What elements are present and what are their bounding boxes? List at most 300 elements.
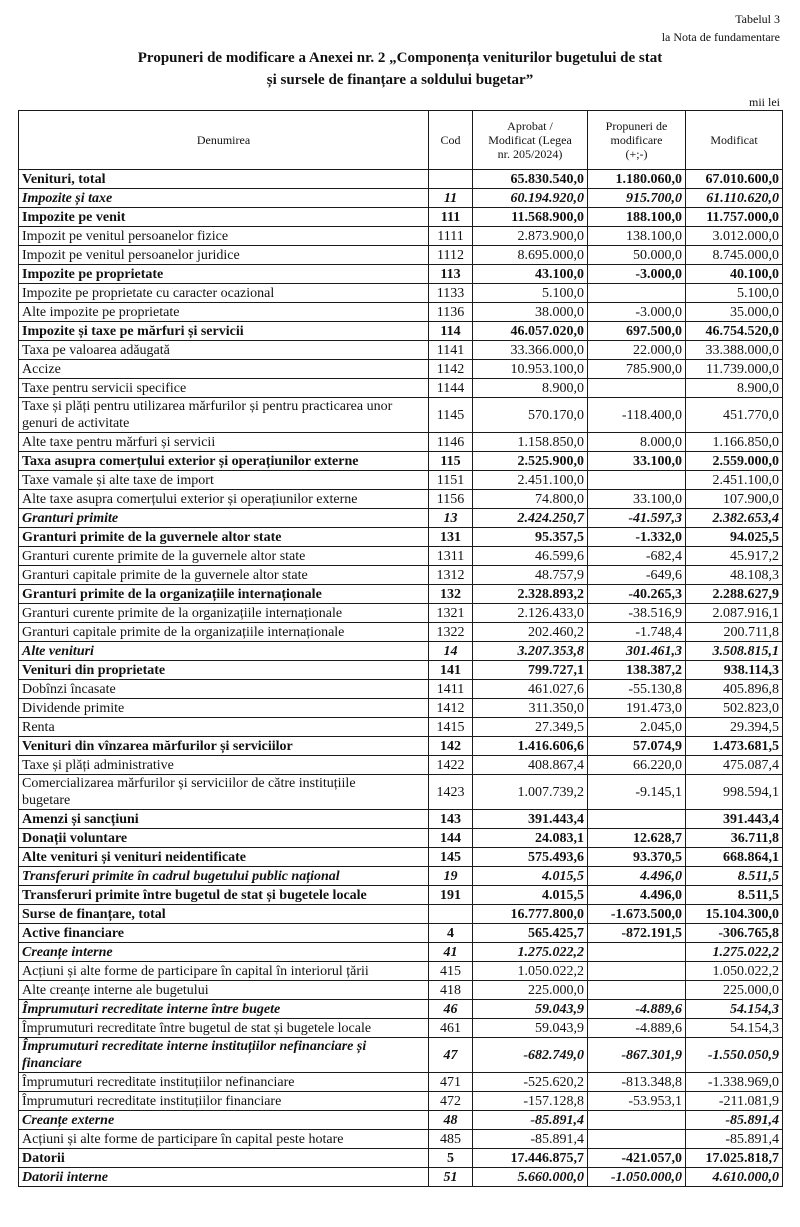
cell-approved: 311.350,0 xyxy=(473,699,588,718)
cell-proposed: -1.050.000,0 xyxy=(588,1168,686,1187)
cell-denumirea: Acțiuni și alte forme de participare în capital în interiorul țării xyxy=(19,962,429,981)
cell-approved: 4.015,5 xyxy=(473,886,588,905)
cell-modified: 61.110.620,0 xyxy=(686,189,783,208)
cell-proposed: -682,4 xyxy=(588,547,686,566)
cell-modified: 8.745.000,0 xyxy=(686,246,783,265)
cell-approved: 8.695.000,0 xyxy=(473,246,588,265)
cell-cod: 114 xyxy=(429,322,473,341)
cell-approved: 4.015,5 xyxy=(473,867,588,886)
cell-cod: 113 xyxy=(429,265,473,284)
cell-cod: 1142 xyxy=(429,360,473,379)
cell-denumirea: Venituri din proprietate xyxy=(19,661,429,680)
cell-proposed: 188.100,0 xyxy=(588,208,686,227)
cell-proposed xyxy=(588,284,686,303)
cell-approved: 2.451.100,0 xyxy=(473,471,588,490)
cell-proposed: 22.000,0 xyxy=(588,341,686,360)
cell-cod: 1146 xyxy=(429,433,473,452)
cell-modified: -1.550.050,9 xyxy=(686,1038,783,1073)
cell-modified: -306.765,8 xyxy=(686,924,783,943)
cell-modified: 1.473.681,5 xyxy=(686,737,783,756)
table-row xyxy=(19,246,783,265)
cell-approved: 24.083,1 xyxy=(473,829,588,848)
note-reference: la Nota de fundamentare xyxy=(661,30,780,44)
cell-modified: 668.864,1 xyxy=(686,848,783,867)
table-row xyxy=(19,699,783,718)
table-row xyxy=(19,1168,783,1187)
cell-proposed: 2.045,0 xyxy=(588,718,686,737)
cell-approved: 461.027,6 xyxy=(473,680,588,699)
table-body xyxy=(19,170,783,1187)
cell-proposed: -3.000,0 xyxy=(588,303,686,322)
cell-modified: 2.451.100,0 xyxy=(686,471,783,490)
cell-cod: 1112 xyxy=(429,246,473,265)
cell-approved: 225.000,0 xyxy=(473,981,588,1000)
cell-modified: 29.394,5 xyxy=(686,718,783,737)
cell-modified: 2.288.627,9 xyxy=(686,585,783,604)
cell-approved: 5.100,0 xyxy=(473,284,588,303)
cell-proposed: -649,6 xyxy=(588,566,686,585)
cell-denumirea: Transferuri primite între bugetul de stat și bugetele locale xyxy=(19,886,429,905)
cell-modified: 54.154,3 xyxy=(686,1019,783,1038)
cell-denumirea: Împrumuturi recreditate între bugetul de stat și bugetele locale xyxy=(19,1019,429,1038)
table-row xyxy=(19,1038,783,1073)
cell-approved: -525.620,2 xyxy=(473,1073,588,1092)
cell-proposed: -1.673.500,0 xyxy=(588,905,686,924)
cell-modified: 502.823,0 xyxy=(686,699,783,718)
cell-denumirea: Împrumuturi recreditate instituțiilor financiare xyxy=(19,1092,429,1111)
cell-approved: 38.000,0 xyxy=(473,303,588,322)
title-line: Propuneri de modificare a Anexei nr. 2 „Componența veniturilor bugetului de stat xyxy=(137,50,663,66)
cell-modified: 998.594,1 xyxy=(686,775,783,810)
cell-modified: 2.087.916,1 xyxy=(686,604,783,623)
cell-modified: 8.511,5 xyxy=(686,886,783,905)
cell-approved: 17.446.875,7 xyxy=(473,1149,588,1168)
cell-cod: 46 xyxy=(429,1000,473,1019)
cell-modified: 11.739.000,0 xyxy=(686,360,783,379)
cell-approved: -85.891,4 xyxy=(473,1130,588,1149)
cell-denumirea: Granturi capitale primite de la organizațiile internaționale xyxy=(19,623,429,642)
cell-denumirea: Dobînzi încasate xyxy=(19,680,429,699)
cell-cod: 47 xyxy=(429,1038,473,1073)
cell-denumirea: Transferuri primite în cadrul bugetului public național xyxy=(19,867,429,886)
table-row xyxy=(19,848,783,867)
cell-denumirea: Accize xyxy=(19,360,429,379)
cell-proposed: 33.100,0 xyxy=(588,452,686,471)
table-row xyxy=(19,867,783,886)
header-proposed: Propuneri de modificare (+;-) xyxy=(588,111,686,170)
cell-cod: 5 xyxy=(429,1149,473,1168)
table-row xyxy=(19,322,783,341)
cell-proposed: -867.301,9 xyxy=(588,1038,686,1073)
cell-approved: 2.873.900,0 xyxy=(473,227,588,246)
cell-approved: 1.416.606,6 xyxy=(473,737,588,756)
cell-modified: 5.100,0 xyxy=(686,284,783,303)
unit-label: mii lei xyxy=(749,95,780,109)
cell-proposed: -41.597,3 xyxy=(588,509,686,528)
cell-cod: 1145 xyxy=(429,398,473,433)
cell-cod: 1415 xyxy=(429,718,473,737)
cell-approved: -157.128,8 xyxy=(473,1092,588,1111)
cell-modified: 1.275.022,2 xyxy=(686,943,783,962)
cell-cod: 143 xyxy=(429,810,473,829)
cell-cod: 11 xyxy=(429,189,473,208)
cell-cod: 1144 xyxy=(429,379,473,398)
cell-approved: 570.170,0 xyxy=(473,398,588,433)
table-row xyxy=(19,509,783,528)
header-modified: Modificat xyxy=(686,111,783,170)
cell-denumirea: Taxe pentru servicii specifice xyxy=(19,379,429,398)
table-row xyxy=(19,886,783,905)
cell-approved: 1.050.022,2 xyxy=(473,962,588,981)
table-row xyxy=(19,341,783,360)
cell-cod: 1111 xyxy=(429,227,473,246)
cell-proposed: 33.100,0 xyxy=(588,490,686,509)
table-row xyxy=(19,680,783,699)
cell-approved: 10.953.100,0 xyxy=(473,360,588,379)
cell-modified: 17.025.818,7 xyxy=(686,1149,783,1168)
cell-denumirea: Amenzi și sancțiuni xyxy=(19,810,429,829)
table-row xyxy=(19,433,783,452)
cell-cod: 144 xyxy=(429,829,473,848)
cell-denumirea: Granturi primite de la organizațiile internaționale xyxy=(19,585,429,604)
cell-proposed: -9.145,1 xyxy=(588,775,686,810)
cell-approved: 8.900,0 xyxy=(473,379,588,398)
cell-cod: 1312 xyxy=(429,566,473,585)
cell-cod: 13 xyxy=(429,509,473,528)
cell-denumirea: Granturi curente primite de la organizațiile internaționale xyxy=(19,604,429,623)
cell-approved: 11.568.900,0 xyxy=(473,208,588,227)
cell-proposed: 4.496,0 xyxy=(588,867,686,886)
cell-modified: 33.388.000,0 xyxy=(686,341,783,360)
table-row xyxy=(19,1111,783,1130)
header-row xyxy=(19,111,783,170)
cell-proposed: 66.220,0 xyxy=(588,756,686,775)
document-title xyxy=(0,47,800,91)
cell-cod: 141 xyxy=(429,661,473,680)
cell-approved: 43.100,0 xyxy=(473,265,588,284)
table-row xyxy=(19,398,783,433)
cell-approved: 799.727,1 xyxy=(473,661,588,680)
table-row xyxy=(19,924,783,943)
cell-cod: 191 xyxy=(429,886,473,905)
cell-cod: 41 xyxy=(429,943,473,962)
cell-modified: 3.508.815,1 xyxy=(686,642,783,661)
table-row xyxy=(19,1073,783,1092)
cell-denumirea: Impozite și taxe pe mărfuri și servicii xyxy=(19,322,429,341)
table-row xyxy=(19,1130,783,1149)
cell-approved: 1.158.850,0 xyxy=(473,433,588,452)
cell-approved: 48.757,9 xyxy=(473,566,588,585)
cell-cod: 485 xyxy=(429,1130,473,1149)
cell-approved: 408.867,4 xyxy=(473,756,588,775)
cell-denumirea: Alte venituri și venituri neidentificate xyxy=(19,848,429,867)
cell-proposed: -421.057,0 xyxy=(588,1149,686,1168)
cell-cod: 14 xyxy=(429,642,473,661)
cell-proposed: 138.387,2 xyxy=(588,661,686,680)
cell-modified: 15.104.300,0 xyxy=(686,905,783,924)
table-row xyxy=(19,208,783,227)
cell-modified: 3.012.000,0 xyxy=(686,227,783,246)
cell-approved: 2.126.433,0 xyxy=(473,604,588,623)
cell-cod: 19 xyxy=(429,867,473,886)
table-row xyxy=(19,1092,783,1111)
cell-denumirea: Împrumuturi recreditate instituțiilor nefinanciare xyxy=(19,1073,429,1092)
cell-approved: 46.599,6 xyxy=(473,547,588,566)
cell-denumirea: Granturi primite xyxy=(19,509,429,528)
cell-proposed xyxy=(588,962,686,981)
cell-modified: 40.100,0 xyxy=(686,265,783,284)
cell-denumirea: Taxe și plăți administrative xyxy=(19,756,429,775)
cell-approved: 27.349,5 xyxy=(473,718,588,737)
table-row xyxy=(19,490,783,509)
cell-approved: 2.525.900,0 xyxy=(473,452,588,471)
cell-denumirea: Creanțe externe xyxy=(19,1111,429,1130)
cell-cod: 1321 xyxy=(429,604,473,623)
cell-modified: -211.081,9 xyxy=(686,1092,783,1111)
table-row xyxy=(19,303,783,322)
cell-modified: 8.511,5 xyxy=(686,867,783,886)
cell-cod: 131 xyxy=(429,528,473,547)
table-row xyxy=(19,775,783,810)
cell-denumirea: Venituri din vînzarea mărfurilor și serviciilor xyxy=(19,737,429,756)
cell-denumirea: Comercializarea mărfurilor și serviciilor de către instituțiile bugetare xyxy=(19,775,429,810)
header-denumirea: Denumirea xyxy=(19,111,429,170)
cell-modified: 35.000,0 xyxy=(686,303,783,322)
cell-proposed: -1.332,0 xyxy=(588,528,686,547)
cell-proposed: 50.000,0 xyxy=(588,246,686,265)
cell-proposed: -38.516,9 xyxy=(588,604,686,623)
cell-modified: 1.050.022,2 xyxy=(686,962,783,981)
cell-proposed xyxy=(588,471,686,490)
cell-approved: 95.357,5 xyxy=(473,528,588,547)
cell-modified: 200.711,8 xyxy=(686,623,783,642)
cell-proposed xyxy=(588,379,686,398)
cell-proposed: -4.889,6 xyxy=(588,1000,686,1019)
cell-denumirea: Impozite și taxe xyxy=(19,189,429,208)
cell-denumirea: Alte venituri xyxy=(19,642,429,661)
cell-denumirea: Împrumuturi recreditate interne instituțiilor nefinanciare și financiare xyxy=(19,1038,429,1073)
cell-proposed: 4.496,0 xyxy=(588,886,686,905)
cell-proposed: -53.953,1 xyxy=(588,1092,686,1111)
table-row xyxy=(19,379,783,398)
table-row xyxy=(19,284,783,303)
cell-modified: -85.891,4 xyxy=(686,1111,783,1130)
cell-approved: 565.425,7 xyxy=(473,924,588,943)
table-row xyxy=(19,1149,783,1168)
table-row xyxy=(19,623,783,642)
cell-modified: 4.610.000,0 xyxy=(686,1168,783,1187)
cell-modified: -85.891,4 xyxy=(686,1130,783,1149)
cell-cod: 51 xyxy=(429,1168,473,1187)
cell-approved: -85.891,4 xyxy=(473,1111,588,1130)
cell-proposed: -1.748,4 xyxy=(588,623,686,642)
cell-cod: 1311 xyxy=(429,547,473,566)
table-reference-note xyxy=(662,10,780,46)
cell-cod: 461 xyxy=(429,1019,473,1038)
cell-denumirea: Impozite pe venit xyxy=(19,208,429,227)
cell-denumirea: Impozit pe venitul persoanelor juridice xyxy=(19,246,429,265)
cell-modified: 11.757.000,0 xyxy=(686,208,783,227)
cell-modified: 67.010.600,0 xyxy=(686,170,783,189)
cell-denumirea: Granturi curente primite de la guvernele altor state xyxy=(19,547,429,566)
table-row xyxy=(19,642,783,661)
cell-modified: 107.900,0 xyxy=(686,490,783,509)
cell-cod xyxy=(429,905,473,924)
cell-proposed: -118.400,0 xyxy=(588,398,686,433)
cell-denumirea: Datorii interne xyxy=(19,1168,429,1187)
cell-approved: 59.043,9 xyxy=(473,1000,588,1019)
cell-proposed: -40.265,3 xyxy=(588,585,686,604)
cell-approved: 16.777.800,0 xyxy=(473,905,588,924)
table-row xyxy=(19,170,783,189)
cell-modified: 2.559.000,0 xyxy=(686,452,783,471)
cell-cod: 111 xyxy=(429,208,473,227)
cell-cod: 115 xyxy=(429,452,473,471)
cell-proposed: -872.191,5 xyxy=(588,924,686,943)
cell-modified: 475.087,4 xyxy=(686,756,783,775)
cell-cod: 1412 xyxy=(429,699,473,718)
cell-cod: 1423 xyxy=(429,775,473,810)
table-row xyxy=(19,585,783,604)
cell-denumirea: Impozite pe proprietate xyxy=(19,265,429,284)
cell-approved: 391.443,4 xyxy=(473,810,588,829)
cell-proposed: -4.889,6 xyxy=(588,1019,686,1038)
cell-proposed: -3.000,0 xyxy=(588,265,686,284)
table-row xyxy=(19,737,783,756)
cell-cod: 1151 xyxy=(429,471,473,490)
budget-table xyxy=(18,110,783,1187)
table-row xyxy=(19,829,783,848)
cell-denumirea: Alte taxe pentru mărfuri și servicii xyxy=(19,433,429,452)
cell-denumirea: Împrumuturi recreditate interne între bugete xyxy=(19,1000,429,1019)
table-row xyxy=(19,265,783,284)
table-row xyxy=(19,661,783,680)
cell-proposed: 785.900,0 xyxy=(588,360,686,379)
cell-cod: 1133 xyxy=(429,284,473,303)
cell-denumirea: Acțiuni și alte forme de participare în capital peste hotare xyxy=(19,1130,429,1149)
table-row xyxy=(19,962,783,981)
cell-denumirea: Surse de finanțare, total xyxy=(19,905,429,924)
cell-cod: 145 xyxy=(429,848,473,867)
cell-denumirea: Active financiare xyxy=(19,924,429,943)
cell-modified: 1.166.850,0 xyxy=(686,433,783,452)
table-row xyxy=(19,452,783,471)
cell-cod: 142 xyxy=(429,737,473,756)
cell-denumirea: Venituri, total xyxy=(19,170,429,189)
cell-denumirea: Granturi capitale primite de la guvernele altor state xyxy=(19,566,429,585)
cell-cod: 1156 xyxy=(429,490,473,509)
title-line: și sursele de finanțare a soldului bugetar” xyxy=(266,72,534,88)
cell-cod: 1141 xyxy=(429,341,473,360)
table-header xyxy=(19,111,783,170)
cell-modified: 225.000,0 xyxy=(686,981,783,1000)
cell-proposed: 93.370,5 xyxy=(588,848,686,867)
cell-denumirea: Impozite pe proprietate cu caracter ocazional xyxy=(19,284,429,303)
table-row xyxy=(19,360,783,379)
cell-cod: 4 xyxy=(429,924,473,943)
cell-denumirea: Granturi primite de la guvernele altor state xyxy=(19,528,429,547)
cell-proposed xyxy=(588,1111,686,1130)
cell-modified: 391.443,4 xyxy=(686,810,783,829)
cell-approved: 3.207.353,8 xyxy=(473,642,588,661)
cell-approved: 1.007.739,2 xyxy=(473,775,588,810)
cell-denumirea: Donații voluntare xyxy=(19,829,429,848)
cell-approved: 60.194.920,0 xyxy=(473,189,588,208)
cell-denumirea: Dividende primite xyxy=(19,699,429,718)
header-approved: Aprobat / Modificat (Legea nr. 205/2024) xyxy=(473,111,588,170)
cell-approved: 46.057.020,0 xyxy=(473,322,588,341)
cell-modified: 8.900,0 xyxy=(686,379,783,398)
cell-cod: 418 xyxy=(429,981,473,1000)
cell-cod: 471 xyxy=(429,1073,473,1092)
table-row xyxy=(19,604,783,623)
cell-proposed xyxy=(588,1130,686,1149)
cell-approved: 2.328.893,2 xyxy=(473,585,588,604)
cell-approved: 74.800,0 xyxy=(473,490,588,509)
cell-proposed: 138.100,0 xyxy=(588,227,686,246)
table-row xyxy=(19,471,783,490)
table-row xyxy=(19,528,783,547)
cell-proposed: 697.500,0 xyxy=(588,322,686,341)
cell-proposed: 915.700,0 xyxy=(588,189,686,208)
cell-proposed xyxy=(588,981,686,1000)
cell-denumirea: Creanțe interne xyxy=(19,943,429,962)
table-row xyxy=(19,943,783,962)
table-row xyxy=(19,981,783,1000)
cell-modified: 938.114,3 xyxy=(686,661,783,680)
cell-cod: 415 xyxy=(429,962,473,981)
cell-modified: 48.108,3 xyxy=(686,566,783,585)
table-row xyxy=(19,810,783,829)
cell-approved: 5.660.000,0 xyxy=(473,1168,588,1187)
table-row xyxy=(19,1019,783,1038)
cell-proposed: 57.074,9 xyxy=(588,737,686,756)
table-row xyxy=(19,566,783,585)
header-cod: Cod xyxy=(429,111,473,170)
cell-denumirea: Renta xyxy=(19,718,429,737)
cell-approved: 202.460,2 xyxy=(473,623,588,642)
cell-modified: 46.754.520,0 xyxy=(686,322,783,341)
cell-cod: 1422 xyxy=(429,756,473,775)
cell-denumirea: Impozit pe venitul persoanelor fizice xyxy=(19,227,429,246)
cell-approved: 1.275.022,2 xyxy=(473,943,588,962)
cell-modified: 405.896,8 xyxy=(686,680,783,699)
cell-cod: 1322 xyxy=(429,623,473,642)
cell-approved: 575.493,6 xyxy=(473,848,588,867)
cell-cod: 1411 xyxy=(429,680,473,699)
cell-denumirea: Taxa asupra comerțului exterior și operațiunilor externe xyxy=(19,452,429,471)
table-row xyxy=(19,227,783,246)
cell-denumirea: Datorii xyxy=(19,1149,429,1168)
cell-cod: 48 xyxy=(429,1111,473,1130)
table-row xyxy=(19,905,783,924)
cell-modified: 36.711,8 xyxy=(686,829,783,848)
cell-modified: 54.154,3 xyxy=(686,1000,783,1019)
cell-denumirea: Alte impozite pe proprietate xyxy=(19,303,429,322)
cell-proposed: 8.000,0 xyxy=(588,433,686,452)
cell-denumirea: Alte creanțe interne ale bugetului xyxy=(19,981,429,1000)
cell-denumirea: Taxe și plăți pentru utilizarea mărfurilor și pentru practicarea unor genuri de activitate xyxy=(19,398,429,433)
cell-cod xyxy=(429,170,473,189)
table-row xyxy=(19,547,783,566)
cell-approved: -682.749,0 xyxy=(473,1038,588,1073)
table-row xyxy=(19,189,783,208)
cell-denumirea: Taxe vamale și alte taxe de import xyxy=(19,471,429,490)
cell-modified: 2.382.653,4 xyxy=(686,509,783,528)
cell-proposed xyxy=(588,943,686,962)
cell-approved: 65.830.540,0 xyxy=(473,170,588,189)
cell-denumirea: Alte taxe asupra comerțului exterior și operațiunilor externe xyxy=(19,490,429,509)
